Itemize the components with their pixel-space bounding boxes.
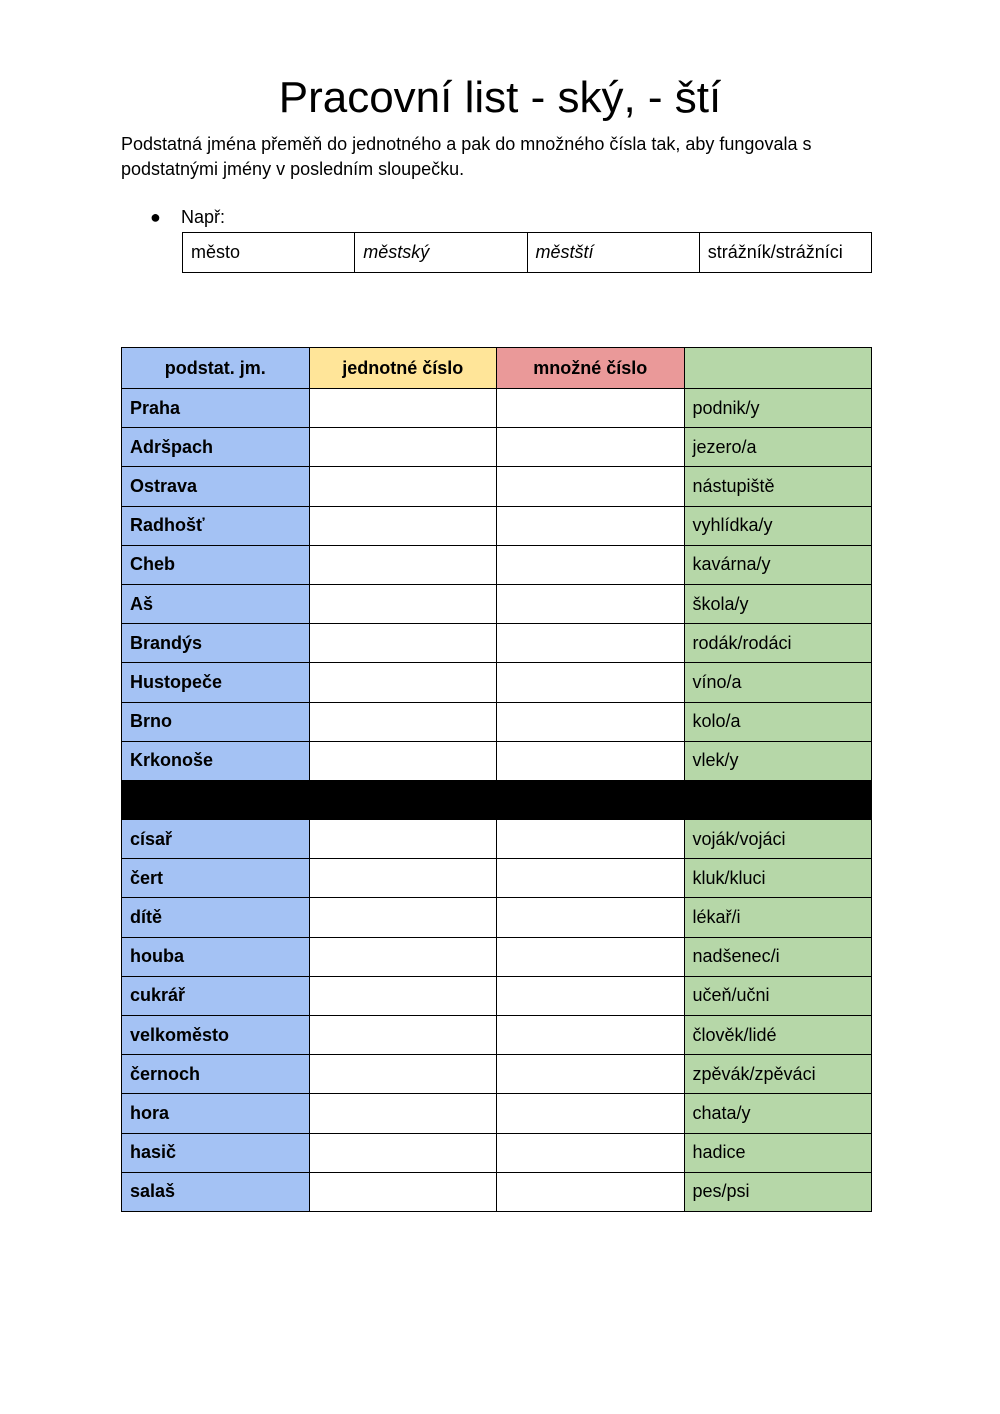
pair-noun-cell: rodák/rodáci bbox=[684, 624, 872, 663]
pair-noun-cell: voják/vojáci bbox=[684, 820, 872, 859]
table-row bbox=[122, 741, 872, 780]
example-table bbox=[182, 232, 872, 273]
header-pair bbox=[684, 348, 872, 389]
singular-answer-cell[interactable] bbox=[309, 741, 497, 780]
noun-cell: Praha bbox=[122, 389, 310, 428]
singular-answer-cell[interactable] bbox=[309, 702, 497, 741]
plural-answer-cell[interactable] bbox=[497, 898, 685, 937]
table-row bbox=[122, 1016, 872, 1055]
singular-answer-cell[interactable] bbox=[309, 976, 497, 1015]
table-row bbox=[122, 584, 872, 623]
pair-noun-cell: učeň/učni bbox=[684, 976, 872, 1015]
table-row bbox=[122, 428, 872, 467]
plural-answer-cell[interactable] bbox=[497, 741, 685, 780]
singular-answer-cell[interactable] bbox=[309, 1133, 497, 1172]
plural-answer-cell[interactable] bbox=[497, 624, 685, 663]
pair-noun-cell: zpěvák/zpěváci bbox=[684, 1055, 872, 1094]
pair-noun-cell: nástupiště bbox=[684, 467, 872, 506]
page-title: Pracovní list - ský, - ští bbox=[278, 73, 722, 122]
table-row bbox=[122, 663, 872, 702]
noun-cell: Brandýs bbox=[122, 624, 310, 663]
separator-cell bbox=[309, 780, 497, 819]
noun-cell: cukrář bbox=[122, 976, 310, 1015]
plural-answer-cell[interactable] bbox=[497, 1172, 685, 1211]
table-row bbox=[122, 624, 872, 663]
pair-noun-cell: člověk/lidé bbox=[684, 1016, 872, 1055]
header-singular: jednotné číslo bbox=[309, 348, 497, 389]
exercise-table bbox=[121, 347, 872, 1212]
noun-cell: Krkonoše bbox=[122, 741, 310, 780]
singular-answer-cell[interactable] bbox=[309, 467, 497, 506]
singular-answer-cell[interactable] bbox=[309, 1016, 497, 1055]
plural-answer-cell[interactable] bbox=[497, 467, 685, 506]
plural-answer-cell[interactable] bbox=[497, 545, 685, 584]
pair-noun-cell: podnik/y bbox=[684, 389, 872, 428]
plural-answer-cell[interactable] bbox=[497, 1016, 685, 1055]
plural-answer-cell[interactable] bbox=[497, 506, 685, 545]
noun-cell: císař bbox=[122, 820, 310, 859]
singular-answer-cell[interactable] bbox=[309, 584, 497, 623]
pair-noun-cell: lékař/i bbox=[684, 898, 872, 937]
pair-noun-cell: kolo/a bbox=[684, 702, 872, 741]
singular-answer-cell[interactable] bbox=[309, 898, 497, 937]
noun-cell: Radhošť bbox=[122, 506, 310, 545]
plural-answer-cell[interactable] bbox=[497, 1055, 685, 1094]
noun-cell: Adršpach bbox=[122, 428, 310, 467]
singular-answer-cell[interactable] bbox=[309, 820, 497, 859]
table-row bbox=[122, 545, 872, 584]
header-plural: množné číslo bbox=[497, 348, 685, 389]
singular-answer-cell[interactable] bbox=[309, 1055, 497, 1094]
singular-answer-cell[interactable] bbox=[309, 428, 497, 467]
noun-cell: Ostrava bbox=[122, 467, 310, 506]
pair-noun-cell: vlek/y bbox=[684, 741, 872, 780]
singular-answer-cell[interactable] bbox=[309, 663, 497, 702]
noun-cell: Brno bbox=[122, 702, 310, 741]
plural-answer-cell[interactable] bbox=[497, 389, 685, 428]
example-noun: město bbox=[183, 233, 355, 273]
plural-answer-cell[interactable] bbox=[497, 428, 685, 467]
singular-answer-cell[interactable] bbox=[309, 937, 497, 976]
table-row bbox=[122, 1094, 872, 1133]
table-header-row bbox=[122, 348, 872, 389]
singular-answer-cell[interactable] bbox=[309, 1172, 497, 1211]
pair-noun-cell: chata/y bbox=[684, 1094, 872, 1133]
separator-row bbox=[122, 780, 872, 819]
separator-cell bbox=[684, 780, 872, 819]
example-plural: městští bbox=[527, 233, 699, 273]
table-row bbox=[122, 1055, 872, 1094]
noun-cell: Cheb bbox=[122, 545, 310, 584]
pair-noun-cell: vyhlídka/y bbox=[684, 506, 872, 545]
plural-answer-cell[interactable] bbox=[497, 820, 685, 859]
singular-answer-cell[interactable] bbox=[309, 389, 497, 428]
noun-cell: houba bbox=[122, 937, 310, 976]
table-row bbox=[122, 898, 872, 937]
noun-cell: černoch bbox=[122, 1055, 310, 1094]
noun-cell: hora bbox=[122, 1094, 310, 1133]
pair-noun-cell: nadšenec/i bbox=[684, 937, 872, 976]
singular-answer-cell[interactable] bbox=[309, 506, 497, 545]
plural-answer-cell[interactable] bbox=[497, 584, 685, 623]
header-noun: podstat. jm. bbox=[122, 348, 310, 389]
pair-noun-cell: kluk/kluci bbox=[684, 859, 872, 898]
table-row bbox=[122, 389, 872, 428]
plural-answer-cell[interactable] bbox=[497, 1094, 685, 1133]
plural-answer-cell[interactable] bbox=[497, 859, 685, 898]
example-label: Např: bbox=[181, 207, 226, 227]
noun-cell: dítě bbox=[122, 898, 310, 937]
plural-answer-cell[interactable] bbox=[497, 1133, 685, 1172]
plural-answer-cell[interactable] bbox=[497, 976, 685, 1015]
table-row bbox=[122, 976, 872, 1015]
singular-answer-cell[interactable] bbox=[309, 545, 497, 584]
noun-cell: Aš bbox=[122, 584, 310, 623]
noun-cell: Hustopeče bbox=[122, 663, 310, 702]
table-row bbox=[122, 702, 872, 741]
table-row bbox=[122, 1172, 872, 1211]
noun-cell: salaš bbox=[122, 1172, 310, 1211]
table-row bbox=[122, 467, 872, 506]
noun-cell: velkoměsto bbox=[122, 1016, 310, 1055]
table-row bbox=[122, 937, 872, 976]
noun-cell: čert bbox=[122, 859, 310, 898]
pair-noun-cell: jezero/a bbox=[684, 428, 872, 467]
pair-noun-cell: pes/psi bbox=[684, 1172, 872, 1211]
example-pair: strážník/strážníci bbox=[699, 233, 871, 273]
bullet-icon: ● bbox=[150, 207, 161, 227]
example-singular: městský bbox=[355, 233, 527, 273]
pair-noun-cell: kavárna/y bbox=[684, 545, 872, 584]
plural-answer-cell[interactable] bbox=[497, 702, 685, 741]
table-row bbox=[122, 859, 872, 898]
separator-cell bbox=[122, 780, 310, 819]
singular-answer-cell[interactable] bbox=[309, 1094, 497, 1133]
pair-noun-cell: víno/a bbox=[684, 663, 872, 702]
table-row bbox=[122, 820, 872, 859]
singular-answer-cell[interactable] bbox=[309, 859, 497, 898]
instructions: Podstatná jména přeměň do jednotného a pak do množného čísla tak, aby fungovala s podstatnými jmény v posledním sloupečku. bbox=[121, 134, 812, 179]
plural-answer-cell[interactable] bbox=[497, 937, 685, 976]
singular-answer-cell[interactable] bbox=[309, 624, 497, 663]
pair-noun-cell: hadice bbox=[684, 1133, 872, 1172]
noun-cell: hasič bbox=[122, 1133, 310, 1172]
table-row bbox=[122, 1133, 872, 1172]
separator-cell bbox=[497, 780, 685, 819]
table-row bbox=[122, 506, 872, 545]
pair-noun-cell: škola/y bbox=[684, 584, 872, 623]
example-row bbox=[183, 233, 872, 273]
plural-answer-cell[interactable] bbox=[497, 663, 685, 702]
example-bullet bbox=[150, 206, 225, 228]
